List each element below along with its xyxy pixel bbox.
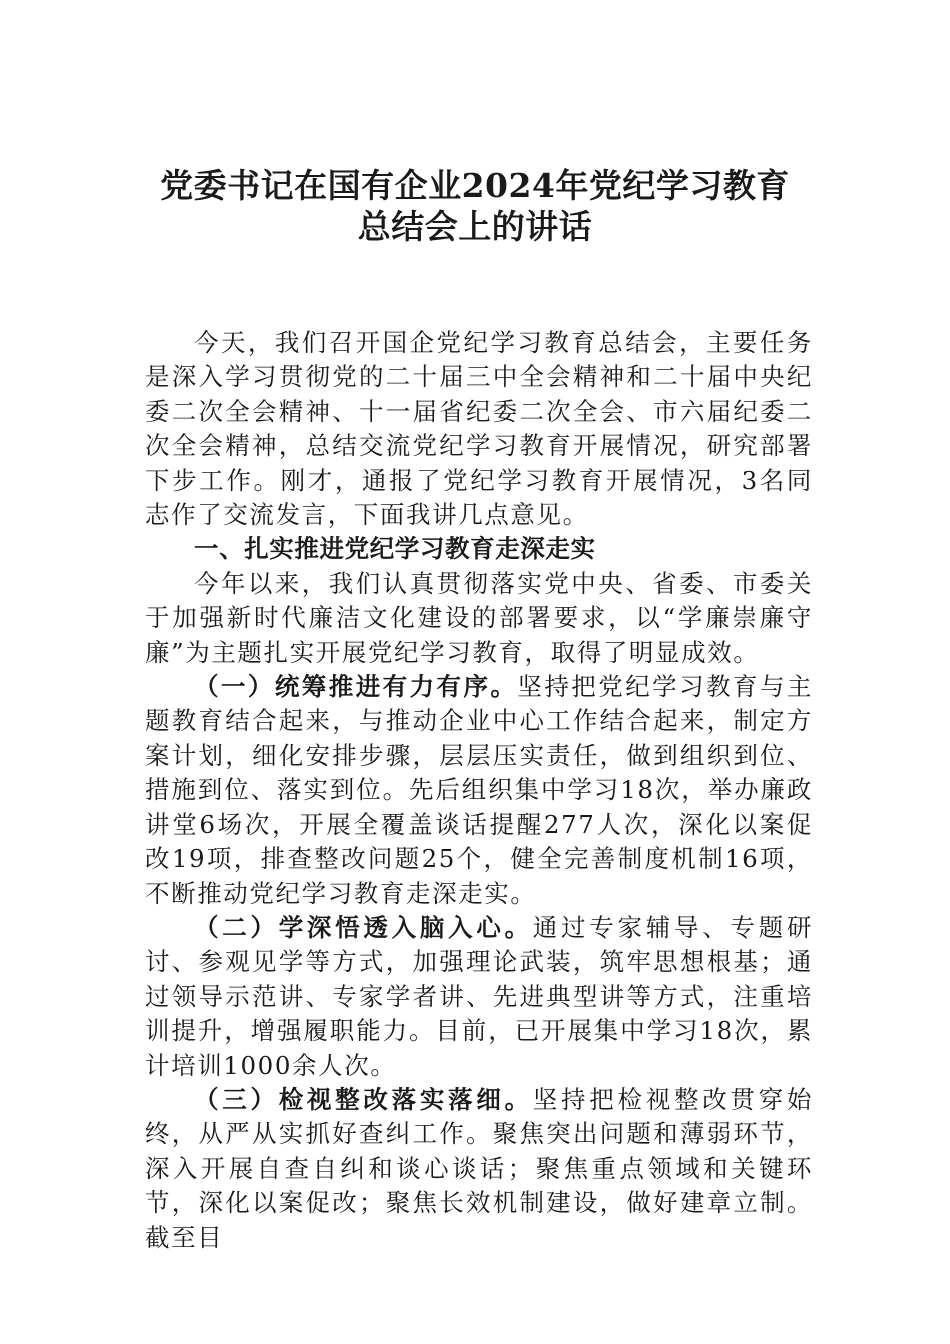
document-title-line1: 党委书记在国有企业2024年党纪学习教育 (160, 166, 790, 205)
document-title-line2: 总结会上的讲话 (357, 207, 593, 246)
document-body (145, 326, 813, 1255)
paragraph-intro: 今天，我们召开国企党纪学习教育总结会，主要任务是深入学习贯彻党的二十届三中全会精神和二十届中央纪委二次全会精神、十一届省纪委二次全会、市六届纪委二次全会精神，总结交流党纪学习教育开展情况，研究部署下步工作。刚才，通报了党纪学习教育开展情况，3名同志作了交流发言，下面我讲几点意见。 (145, 328, 813, 530)
item-1-lead: （一）统筹推进有力有序。 (194, 672, 518, 702)
paragraph-item-1 (145, 670, 813, 911)
item-3-text: 坚持把检视整改贯穿始终，从严从实抓好查纠工作。聚焦突出问题和薄弱环节，深入开展自查自纠和谈心谈话；聚焦重点领域和关键环节，深化以案促改；聚焦长效机制建设，做好建章立制。截至目 (145, 1084, 813, 1252)
item-3-lead: （三）检视整改落实落细。 (194, 1084, 533, 1114)
paragraph-item-2 (145, 911, 813, 1083)
item-1-text: 坚持把党纪学习教育与主题教育结合起来，与推动企业中心工作结合起来，制定方案计划，细化安排步骤，层层压实责任，做到组织到位、措施到位、落实到位。先后组织集中学习18次，举办廉政讲堂6场次，开展全覆盖谈话提醒277人次，深化以案促改19项，排查整改问题25个，健全完善制度机制16项，不断推动党纪学习教育走深走实。 (145, 672, 813, 908)
item-2-text: 通过专家辅导、专题研讨、参观见学等方式，加强理论武装，筑牢思想根基；通过领导示范讲、专家学者讲、先进典型讲等方式，注重培训提升，增强履职能力。目前，已开展集中学习18次，累计培训1000余人次。 (145, 912, 813, 1080)
paragraph-overview: 今年以来，我们认真贯彻落实党中央、省委、市委关于加强新时代廉洁文化建设的部署要求，以“学廉崇廉守廉”为主题扎实开展党纪学习教育，取得了明显成效。 (145, 568, 813, 667)
item-2-lead: （二）学深悟透入脑入心。 (194, 912, 533, 942)
section-heading-1: 一、扎实推进党纪学习教育走深走实 (194, 534, 596, 564)
paragraph-item-3 (145, 1083, 813, 1255)
